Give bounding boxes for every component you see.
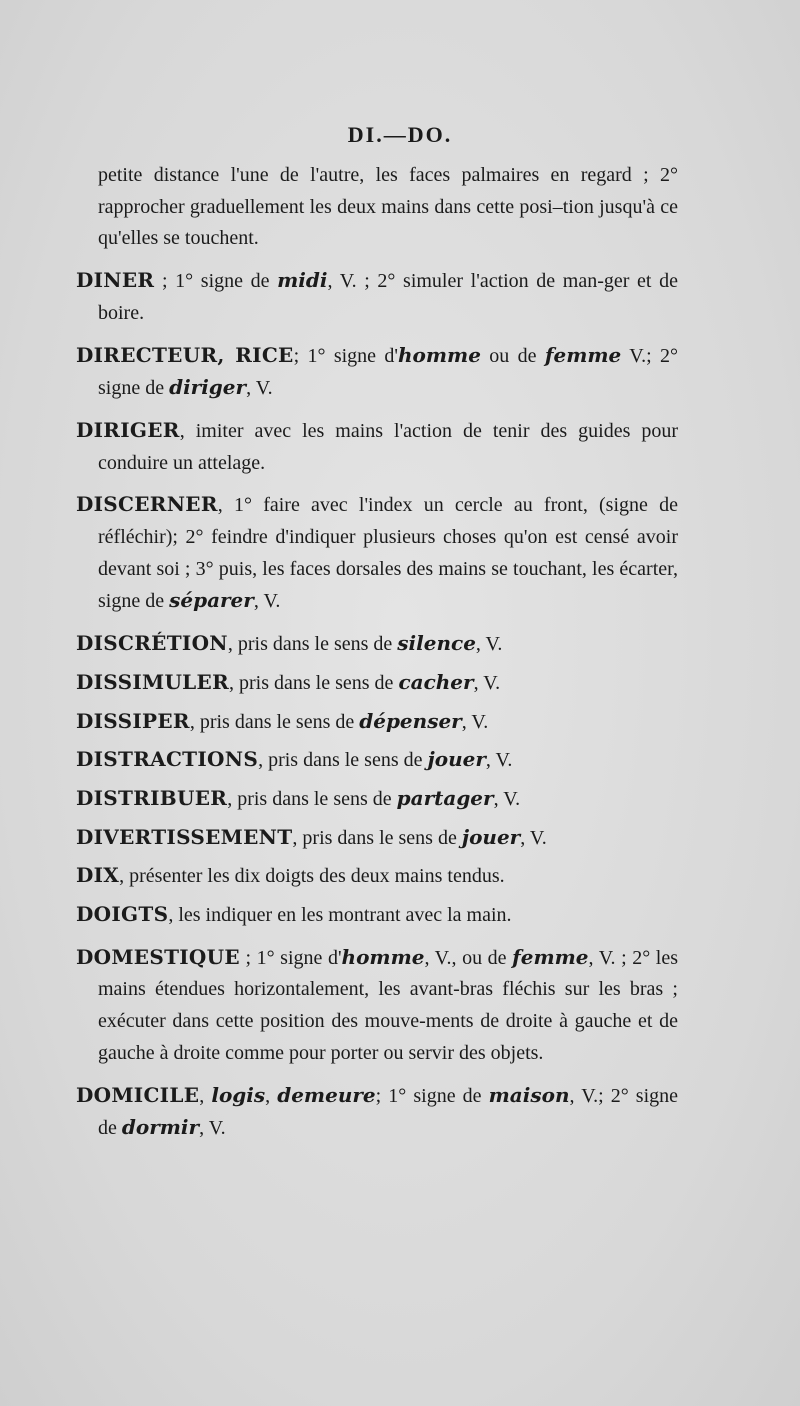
headword: DISTRACTIONS: [76, 747, 259, 772]
cross-reference: cacher: [398, 669, 474, 694]
definition-text: , V.: [475, 633, 503, 656]
entry-dissiper: [76, 706, 678, 739]
definition-text: , V.: [473, 671, 501, 694]
headword: DOMICILE: [76, 1082, 200, 1107]
definition-text: , présenter les dix doigts des deux mains tendus.: [119, 865, 505, 888]
entry-distribuer: [76, 783, 678, 816]
headword: DISSIPER: [76, 708, 190, 733]
definition-text: , V.: [253, 590, 281, 613]
entry-discretion: [76, 628, 678, 661]
cross-reference: partager: [396, 785, 494, 810]
headword: DIRECTEUR, RICE: [76, 342, 294, 367]
headword: DOMESTIQUE: [76, 944, 240, 969]
entry-dissimuler: [76, 667, 678, 700]
cross-reference: diriger: [169, 375, 247, 400]
continuation-text: 2° rapprocher graduellement les deux mains dans cette posi–tion jusqu'à ce qu'elles se touchent.: [98, 164, 678, 250]
definition-text: ; 1° signe d': [293, 344, 398, 367]
definition-text: ou de: [480, 344, 545, 367]
headword: DIVERTISSEMENT: [76, 824, 293, 849]
entry-domestique: [76, 942, 678, 1070]
entry-domicile: [76, 1080, 678, 1145]
cross-reference: midi: [277, 268, 328, 293]
definition-text: , V.: [199, 1117, 226, 1140]
cross-reference: homme: [398, 342, 481, 367]
definition-text: , V.: [246, 377, 273, 400]
definition-text: , imiter avec les mains l'action de tenir des guides pour conduire un attelage.: [98, 419, 678, 474]
entry-directeur: [76, 340, 678, 405]
entry-dix: [76, 860, 678, 893]
cross-reference: silence: [397, 631, 476, 656]
definition-text: ; 1° signe de: [154, 270, 278, 293]
entry-discerner: [76, 489, 678, 618]
cross-reference: séparer: [169, 588, 254, 613]
running-header: DI.—DO.: [347, 122, 453, 147]
entry-divertissement: [76, 822, 678, 855]
entry-diner: [76, 265, 678, 329]
definition-text: , pris dans le sens de: [227, 633, 398, 656]
continuation-text: petite distance l'une de l'autre, les faces palmaires en regard ;: [98, 164, 660, 186]
definition-text: , V.; 2° signe de: [98, 1084, 679, 1140]
headword: DOIGTS: [76, 902, 169, 927]
headword: DISCERNER: [76, 492, 218, 517]
cross-reference: homme: [341, 944, 425, 969]
definition-text: V.; 2° signe de: [98, 344, 678, 400]
headword: DISSIMULER: [76, 669, 230, 694]
definition-text: , V.: [493, 787, 521, 810]
definition-text: , pris dans le sens de: [258, 749, 428, 772]
cross-reference: femme: [512, 944, 589, 969]
entry-doigts: [76, 899, 678, 932]
headword: DINER: [76, 268, 155, 293]
definition-text: , 1° faire avec l'index un cercle au front, (signe de réfléchir); 2° feindre d'indiquer plusieurs choses qu'on est censé avoir devant soi ; 3° puis, les faces dorsales des mains se touchant, les écarter, signe de: [98, 494, 678, 613]
definition-text: , V., ou de: [424, 946, 513, 969]
cross-reference: logis: [211, 1082, 266, 1107]
definition-text: , les indiquer en les montrant avec la main.: [168, 904, 512, 927]
definition-text: , pris dans le sens de: [292, 826, 462, 849]
definition-text: , V.: [520, 826, 547, 849]
cross-reference: femme: [544, 342, 622, 367]
cross-reference: dormir: [121, 1115, 200, 1140]
definition-text: ; 1° signe d': [239, 946, 342, 969]
headword: DISCRÉTION: [76, 631, 228, 656]
cross-reference: jouer: [427, 747, 486, 772]
cross-reference: demeure: [277, 1082, 376, 1107]
definition-text: , pris dans le sens de: [227, 787, 397, 810]
headword: DISTRIBUER: [76, 785, 228, 810]
definition-text: , pris dans le sens de: [229, 671, 399, 694]
definition-text: , V.: [461, 710, 489, 733]
definition-text: , V. ; 2° simuler l'action de man-ger et de boire.: [98, 270, 678, 324]
definition-text: , V.: [485, 749, 513, 772]
definition-text: ,: [265, 1084, 278, 1107]
cross-reference: jouer: [461, 824, 521, 849]
definition-text: , V. ; 2° les mains étendues horizontalement, les avant-bras fléchis sur les bras ; exécuter dans cette position des mouve-ments de droite à gauche et de gauche à droite comme pour porter ou servir des objets.: [98, 946, 679, 1064]
entry-distractions: [76, 744, 678, 777]
cross-reference: dépenser: [359, 708, 462, 733]
dictionary-body: [76, 160, 678, 1145]
continuation-paragraph: [76, 160, 678, 255]
definition-text: ,: [199, 1084, 212, 1107]
headword: DIRIGER: [76, 417, 180, 442]
headword: DIX: [76, 863, 120, 888]
cross-reference: maison: [488, 1082, 570, 1107]
entry-diriger: [76, 415, 678, 479]
definition-text: ; 1° signe de: [375, 1084, 489, 1107]
definition-text: , pris dans le sens de: [189, 710, 360, 733]
